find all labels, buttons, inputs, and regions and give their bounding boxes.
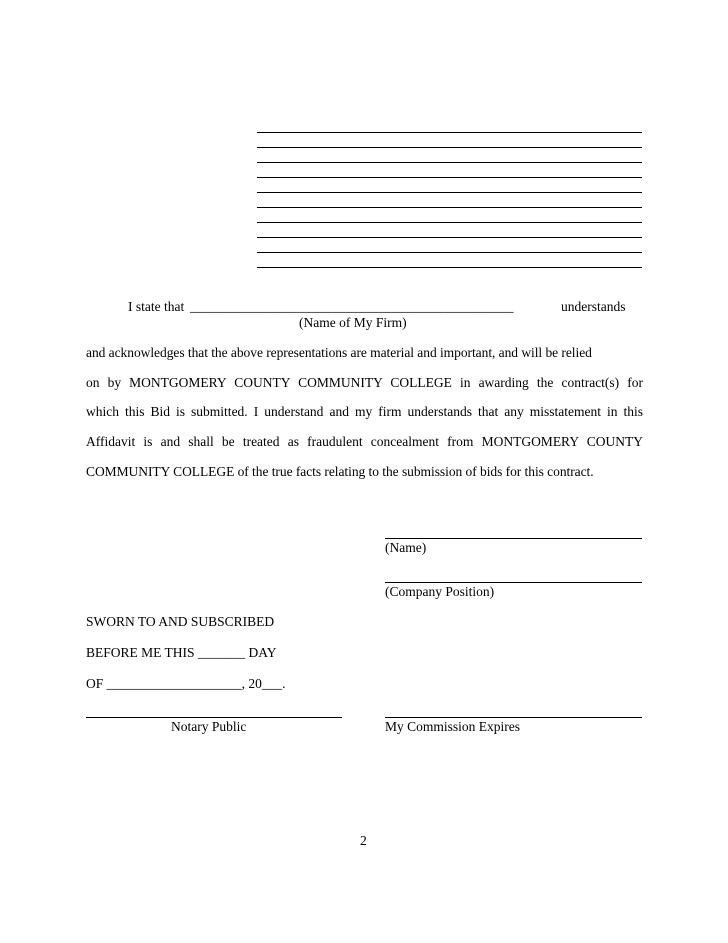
paragraph-line: and acknowledges that the above representations are material and important, and will be relied [86,345,592,360]
statement-intro: I state that [128,299,185,314]
firm-name-blank[interactable]: _________________________________________________ [190,299,514,314]
date-of-text: OF ____________________, 20___. [86,676,286,691]
commission-expires-label: My Commission Expires [385,719,521,734]
ruled-line[interactable] [257,237,642,238]
paragraph-line: on by MONTGOMERY COUNTY COMMUNITY COLLEGE in awarding the contract(s) for [86,375,643,390]
commission-expires-line[interactable] [385,717,642,718]
ruled-line[interactable] [257,252,642,253]
ruled-line[interactable] [257,192,642,193]
before-me-text: BEFORE ME THIS _______ DAY [86,645,277,660]
company-position-line[interactable] [385,582,642,583]
ruled-line[interactable] [257,267,642,268]
ruled-line[interactable] [257,222,642,223]
ruled-line[interactable] [257,177,642,178]
company-position-label: (Company Position) [385,584,495,599]
notary-signature-line[interactable] [86,717,342,718]
paragraph-line: COMMUNITY COLLEGE of the true facts relating to the submission of bids for this contract. [86,464,594,479]
ruled-line[interactable] [257,207,642,208]
page-number: 2 [360,833,367,848]
paragraph-line: Affidavit is and shall be treated as fraudulent concealment from MONTGOMERY COUNTY [86,434,643,449]
ruled-line[interactable] [257,162,642,163]
notary-public-label: Notary Public [171,719,247,734]
statement-verb: understands [561,299,626,314]
paragraph-line: which this Bid is submitted. I understand and my firm understands that any misstatement in this [86,404,643,419]
ruled-line[interactable] [257,132,642,133]
name-signature-line[interactable] [385,538,642,539]
ruled-line[interactable] [257,147,642,148]
firm-name-caption: (Name of My Firm) [299,315,407,330]
sworn-text: SWORN TO AND SUBSCRIBED [86,614,275,629]
name-label: (Name) [385,540,427,555]
